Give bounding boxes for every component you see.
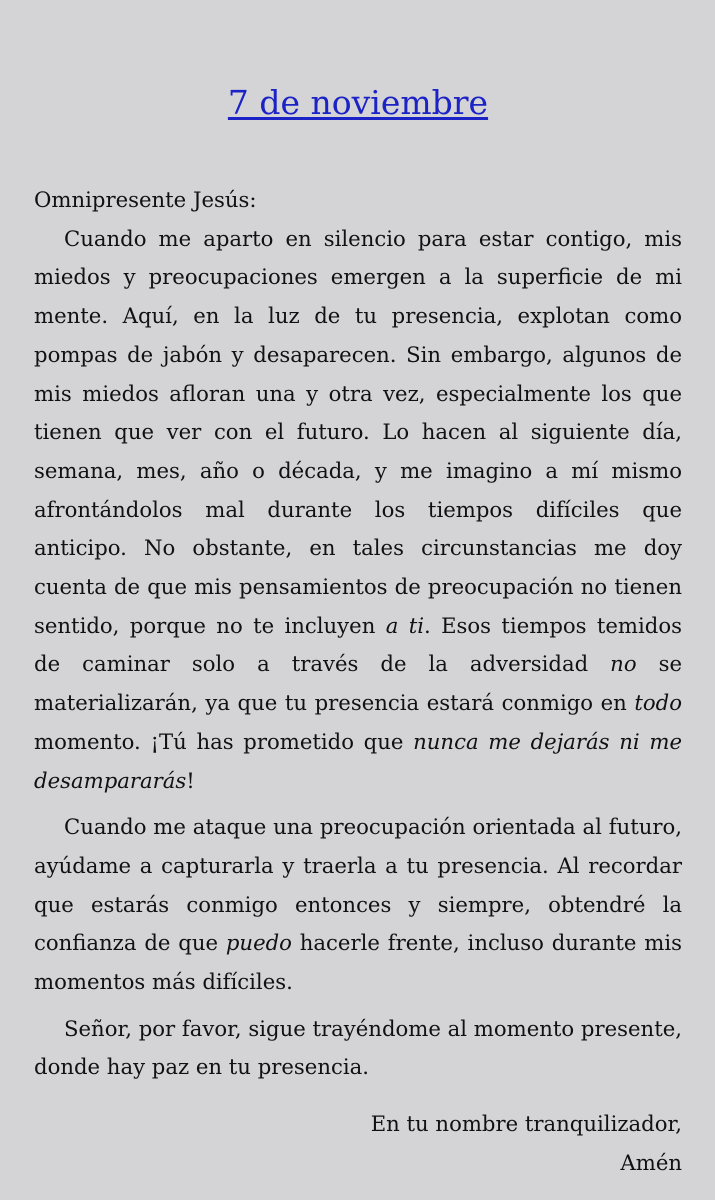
paragraph-2	[34, 808, 682, 1002]
text-segment: Cuando me aparto en silencio para estar contigo, mis miedos y preocupaciones emergen a la superficie de mi mente. Aquí, en la luz de tu presencia, explotan como pompas de jabón y desaparecen. Sin embargo, algunos de mis miedos afloran una y otra vez, especialmente los que tienen que ver con el futuro. Lo hacen al siguiente día, semana, mes, año o década, y me imagino a mí mismo afrontándolos mal durante los tiempos difíciles que anticipo. No obstante, en tales circunstancias me doy cuenta de que mis pensamientos de preocupación no tienen sentido, porque no te incluyen	[34, 225, 682, 638]
italic-segment: no	[610, 651, 637, 677]
amen-line: Amén	[620, 1149, 682, 1175]
closing-block	[34, 1105, 682, 1182]
italic-segment: todo	[634, 690, 682, 716]
text-segment: Cuando me ataque una preocupación orientada al futuro, ayúdame a capturarla y traerla a tu presencia. Al recordar que estarás conmigo entonces y siempre, obtendré la confianza de que	[34, 814, 682, 956]
italic-segment: a ti	[385, 612, 424, 638]
italic-segment: puedo	[225, 930, 292, 956]
closing-line: En tu nombre tranquilizador,	[370, 1111, 682, 1136]
date-title-link[interactable]: 7 de noviembre	[227, 83, 489, 122]
salutation: Omnipresente Jesús:	[34, 187, 257, 212]
paragraph-1	[34, 220, 682, 801]
text-segment: !	[186, 767, 195, 793]
paragraph-3	[34, 1010, 682, 1087]
text-segment: Señor, por favor, sigue trayéndome al momento presente, donde hay paz en tu presencia.	[34, 1015, 682, 1080]
italic-segment: nunca me dejarás ni me desampararás	[34, 728, 682, 793]
text-segment: hacerle frente, incluso durante mis momentos más difíciles.	[34, 930, 682, 995]
devotional-body	[34, 181, 682, 1087]
page-title	[34, 80, 682, 126]
text-segment: . Esos tiempos temidos de caminar solo a través de la adversidad	[34, 612, 682, 677]
text-segment: momento. ¡Tú has prometido que	[34, 728, 414, 754]
text-segment: se materializarán, ya que tu presencia estará conmigo en	[34, 651, 683, 716]
